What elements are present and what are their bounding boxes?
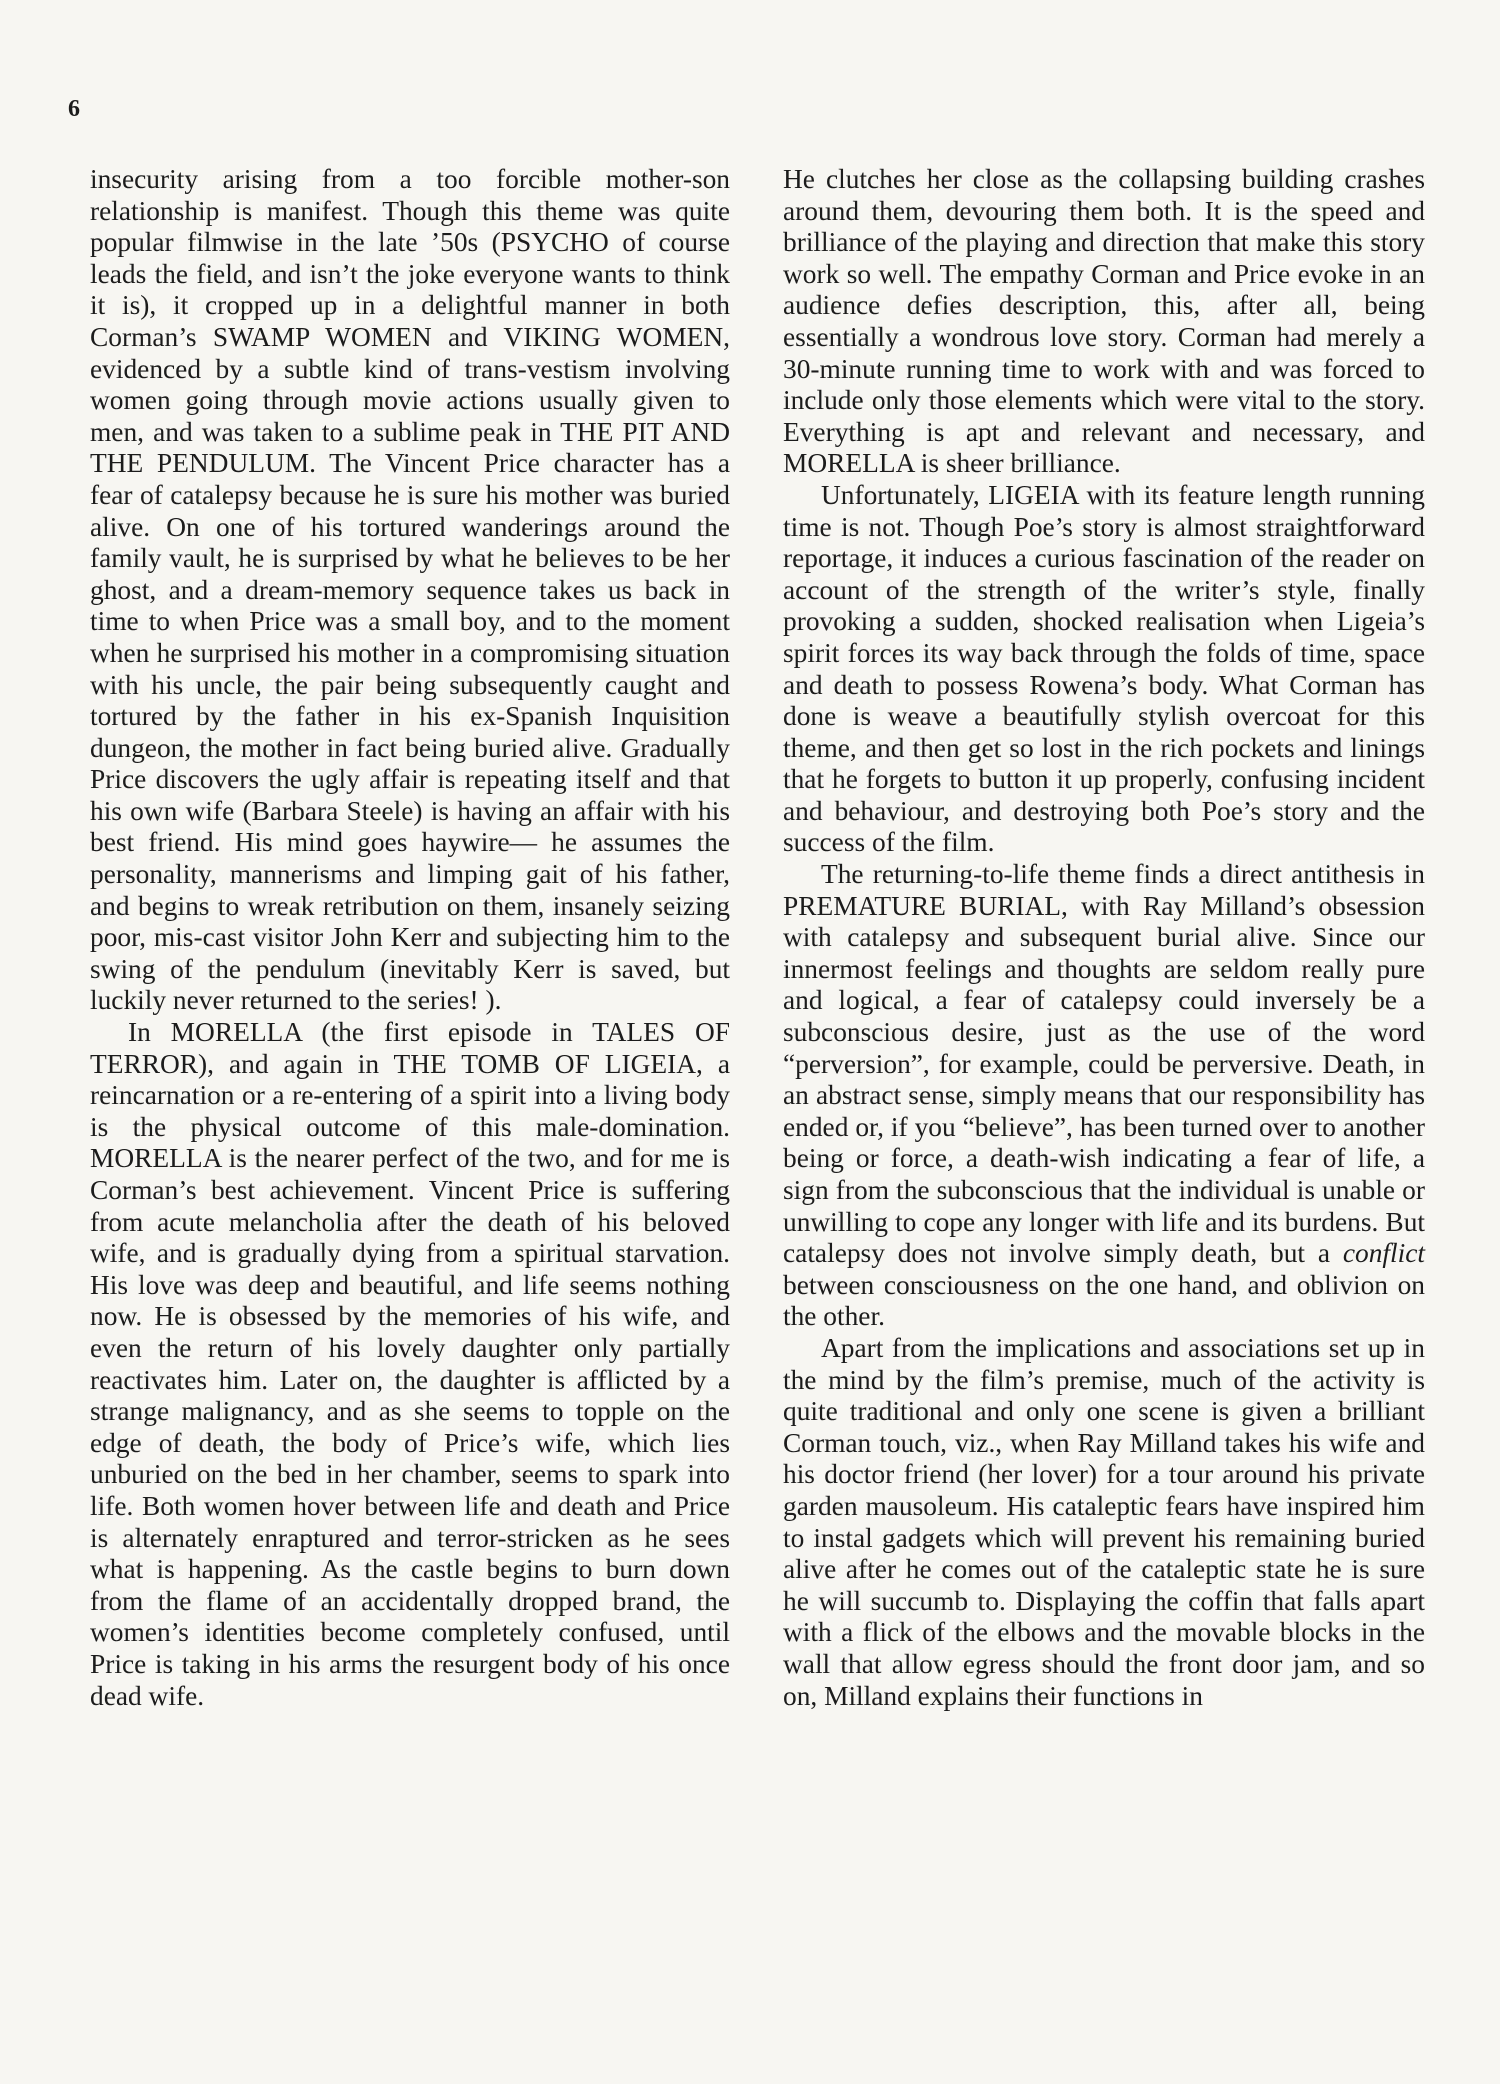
paragraph: He clutches her close as the collapsing building crashes around them, devouring them both. It is the speed and brilliance of the playing and direction that make this story work so well. The empathy Corman and Price evoke in an audience defies description, this, after all, being essentially a wondrous love story. Corman had merely a 30-minute running time to work with and was forced to include only those elements which were vital to the story. Everything is apt and relevant and necessary, and MORELLA is sheer brilliance. xyxy=(783,164,1425,479)
paragraph xyxy=(783,859,1425,1333)
left-column xyxy=(90,164,730,1712)
right-column xyxy=(783,164,1425,1712)
paragraph-text: between consciousness on the one hand, and oblivion on the other. xyxy=(783,1269,1425,1332)
paragraph: In MORELLA (the first episode in TALES OF TERROR), and again in THE TOMB OF LIGEIA, a reincarnation or a re-entering of a spirit into a living body is the physical outcome of this male-domination. MORELLA is the nearer perfect of the two, and for me is Corman’s best achievement. Vincent Price is suffering from acute melancholia after the death of his beloved wife, and is gradually dying from a spiritual starvation. His love was deep and beautiful, and life seems nothing now. He is obsessed by the memories of his wife, and even the return of his lovely daughter only partially reactivates him. Later on, the daughter is afflicted by a strange malignancy, and as she seems to topple on the edge of death, the body of Price’s wife, which lies unburied on the bed in her chamber, seems to spark into life. Both women hover between life and death and Price is alternately enraptured and terror-stricken as he sees what is happening. As the castle begins to burn down from the flame of an accidentally dropped brand, the women’s identities become completely confused, until Price is taking in his arms the resurgent body of his once dead wife. xyxy=(90,1017,730,1711)
emphasis-text: conflict xyxy=(1342,1238,1425,1269)
page-number: 6 xyxy=(68,96,80,122)
paragraph: insecurity arising from a too forcible mother-son relationship is manifest. Though this theme was quite popular filmwise in the late ’50s (PSYCHO of course leads the field, and isn’t the joke everyone wants to think it is), it cropped up in a delightful manner in both Corman’s SWAMP WOMEN and VIKING WOMEN, evidenced by a subtle kind of trans-vestism involving women going through movie actions usually given to men, and was taken to a sublime peak in THE PIT AND THE PENDULUM. The Vincent Price character has a fear of catalepsy because he is sure his mother was buried alive. On one of his tortured wanderings around the family vault, he is surprised by what he believes to be her ghost, and a dream-memory sequence takes us back in time to when Price was a small boy, and to the moment when he surprised his mother in a compromising situation with his uncle, the pair being subsequently caught and tortured by the father in his ex-Spanish Inquisition dungeon, the mother in fact being buried alive. Gradually Price discovers the ugly affair is repeating itself and that his own wife (Barbara Steele) is having an affair with his best friend. His mind goes haywire— he assumes the personality, mannerisms and limping gait of his father, and begins to wreak retribution on them, insanely seizing poor, mis-cast visitor John Kerr and subjecting him to the swing of the pendulum (inevitably Kerr is saved, but luckily never returned to the series! ). xyxy=(90,164,730,1016)
paragraph: Unfortunately, LIGEIA with its feature length running time is not. Though Poe’s story is almost straightforward reportage, it induces a curious fascination of the reader on account of the strength of the writer’s style, finally provoking a sudden, shocked realisation when Ligeia’s spirit forces its way back through the folds of time, space and death to possess Rowena’s body. What Corman has done is weave a beautifully stylish overcoat for this theme, and then get so lost in the rich pockets and linings that he forgets to button it up properly, confusing incident and behaviour, and destroying both Poe’s story and the success of the film. xyxy=(783,479,1425,858)
paragraph: Apart from the implications and associations set up in the mind by the film’s premise, much of the activity is quite traditional and only one scene is given a brilliant Corman touch, viz., when Ray Milland takes his wife and his doctor friend (her lover) for a tour around his private garden mausoleum. His cataleptic fears have inspired him to instal gadgets which will prevent his remaining buried alive after he comes out of the cataleptic state he is sure he will succumb to. Displaying the coffin that falls apart with a flick of the elbows and the movable blocks in the wall that allow egress should the front door jam, and so on, Milland explains their functions in xyxy=(783,1332,1425,1711)
paragraph-text: The returning-to-life theme finds a direct antithesis in PREMATURE BURIAL, with Ray Milland’s obsession with catalepsy and subsequent burial alive. Since our innermost feelings and thoughts are seldom really pure and logical, a fear of catalepsy could inversely be a subconscious desire, just as the use of the word “perversion”, for example, could be perversive. Death, in an abstract sense, simply means that our responsibility has ended or, if you “believe”, has been turned over to another being or force, a death-wish indicating a fear of life, a sign from the subconscious that the individual is unable or unwilling to cope any longer with life and its burdens. But catalepsy does not involve simply death, but a xyxy=(783,859,1425,1269)
